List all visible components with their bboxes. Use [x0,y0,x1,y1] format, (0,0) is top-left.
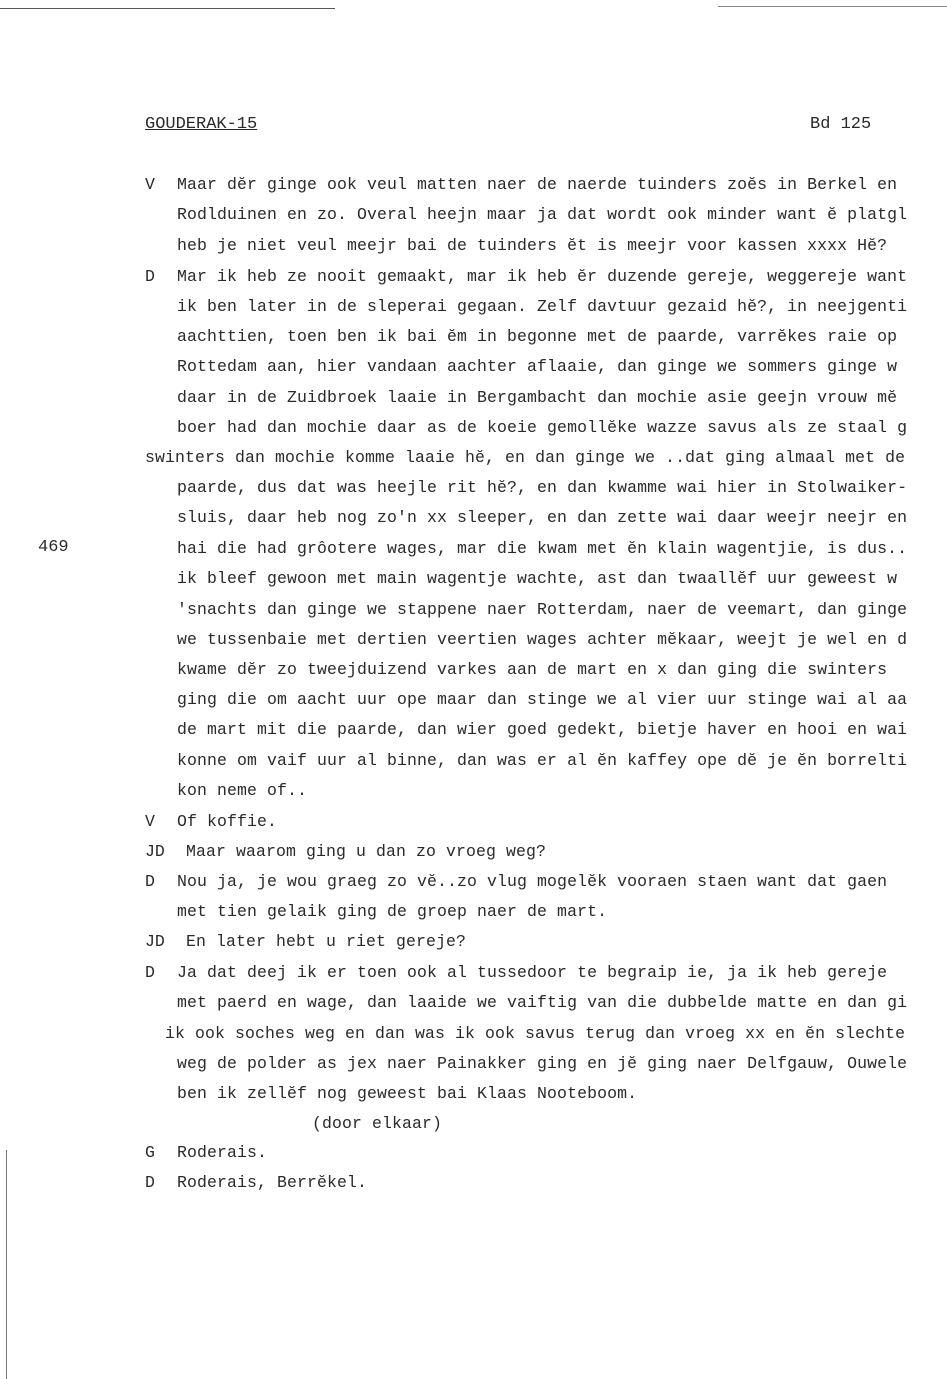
transcript-line: ben ik zellĕf nog geweest bai Klaas Nooteboom. [177,1084,638,1103]
transcript-line: hai die had grôotere wages, mar die kwam met ĕn klain wagentjie, is dus.. [177,539,908,558]
transcript-line: we tussenbaie met dertien veertien wages achter mĕkaar, weejt je wel en d [177,630,908,649]
top-rule-right [718,6,947,7]
speaker-label: D [145,963,155,982]
transcript-line: Roderais. [177,1143,268,1162]
transcript-line: Roderais, Berrĕkel. [177,1173,368,1192]
transcript-line: kon neme of.. [177,781,308,800]
speaker-label: G [145,1143,155,1162]
transcript-line: ik ben later in de sleperai gegaan. Zelf davtuur gezaid hĕ?, in neejgenti [177,297,908,316]
transcript-line: boer had dan mochie daar as de koeie gemollĕke wazze savus als ze staal g [177,418,908,437]
transcript-line: Of koffie. [177,812,278,831]
transcript-line: paarde, dus dat was heejle rit hĕ?, en dan kwamme wai hier in Stolwaiker- [177,478,908,497]
transcript-line: Rottedam aan, hier vandaan aachter aflaaie, dan ginge we sommers ginge w [177,357,898,376]
transcript-line: (door elkaar) [312,1114,443,1133]
transcript-line: swinters dan mochie komme laaie hĕ, en dan ginge we ..dat ging almaal met de [145,448,906,467]
transcript-line: kwame dĕr zo tweejduizend varkes aan de mart en x dan ging die swinters [177,660,888,679]
speaker-label: D [145,1173,155,1192]
speaker-label: JD [145,842,165,861]
transcript-line: Maar dĕr ginge ook veul matten naer de naerde tuinders zoĕs in Berkel en [177,175,898,194]
speaker-label: JD [145,932,165,951]
transcript-line: Rodlduinen en zo. Overal heejn maar ja dat wordt ook minder want ĕ platgl [177,205,908,224]
transcript-line: Ja dat deej ik er toen ook al tussedoor te begraip ie, ja ik heb gereje [177,963,888,982]
transcript-line: Nou ja, je wou graeg zo vĕ..zo vlug mogelĕk vooraen staen want dat gaen [177,872,888,891]
transcript-line: 'snachts dan ginge we stappene naer Rotterdam, naer de veemart, dan ginge [177,600,908,619]
speaker-label: V [145,175,155,194]
margin-number: 469 [38,538,69,557]
transcript-line: En later hebt u riet gereje? [186,932,467,951]
speaker-label: D [145,872,155,891]
transcript-line: met paerd en wage, dan laaide we vaiftig van die dubbelde matte en dan gi [177,993,908,1012]
transcript-line: ging die om aacht uur ope maar dan stinge we al vier uur stinge wai al aa [177,690,908,709]
top-rule-left [0,8,335,9]
transcript-line: aachttien, toen ben ik bai ĕm in begonne met de paarde, varrĕkes raie op [177,327,898,346]
transcript-line: ik bleef gewoon met main wagentje wachte, ast dan twaallĕf uur geweest w [177,569,898,588]
left-margin-mark [6,1150,7,1379]
transcript-line: weg de polder as jex naer Painakker ging en jĕ ging naer Delfgauw, Ouwele [177,1054,908,1073]
transcript-line: konne om vaif uur al binne, dan was er al ĕn kaffey ope dĕ je ĕn borrelti [177,751,908,770]
transcript-line: ik ook soches weg en dan was ik ook savus terug dan vroeg xx en ĕn slechte [165,1024,906,1043]
transcript-line: daar in de Zuidbroek laaie in Bergambacht dan mochie asie geejn vrouw mĕ [177,388,898,407]
speaker-label: D [145,267,155,286]
speaker-label: V [145,812,155,831]
transcript-line: sluis, daar heb nog zo'n xx sleeper, en dan zette wai daar weejr neejr en [177,508,908,527]
transcript-line: heb je niet veul meejr bai de tuinders ĕt is meejr voor kassen xxxx Hĕ? [177,236,888,255]
transcript-line: de mart mit die paarde, dan wier goed gedekt, bietje haver en hooi en wai [177,720,908,739]
transcript-line: met tien gelaik ging de groep naer de mart. [177,902,608,921]
page-number: Bd 125 [810,115,872,134]
transcript-line: Maar waarom ging u dan zo vroeg weg? [186,842,547,861]
document-id: GOUDERAK-15 [145,115,258,134]
transcript-line: Mar ik heb ze nooit gemaakt, mar ik heb ĕr duzende gereje, weggereje want [177,267,908,286]
